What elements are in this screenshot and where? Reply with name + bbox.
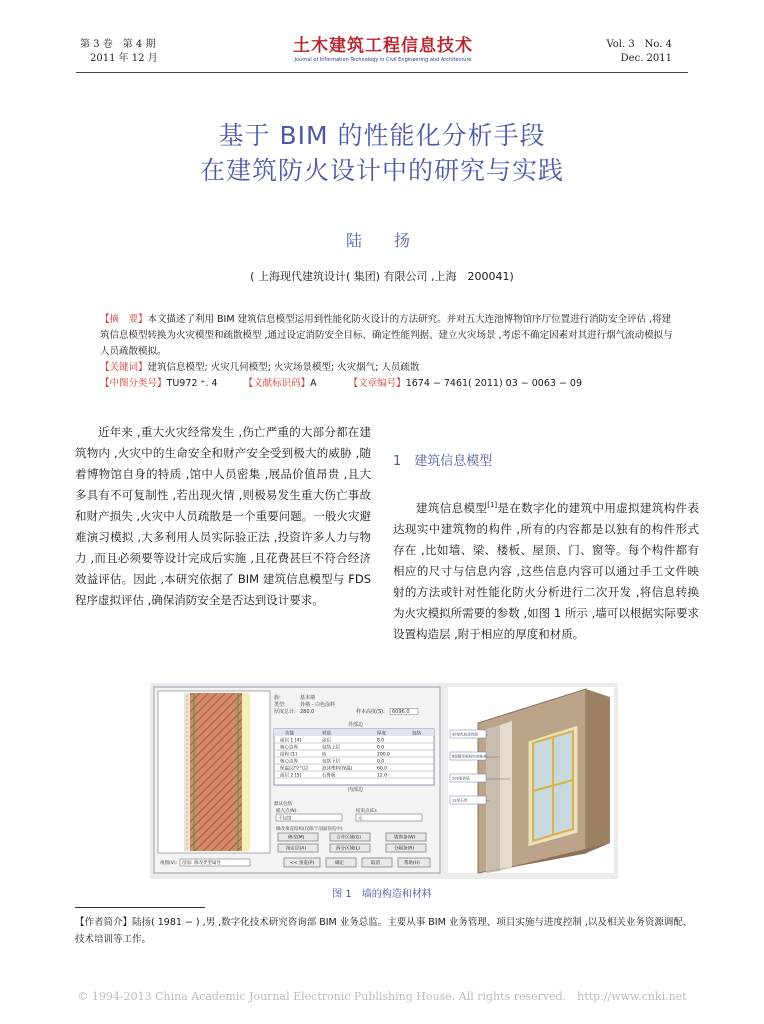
callout-3: 200厚砖墙: [452, 776, 470, 781]
end-select[interactable]: [356, 814, 422, 821]
view-label: 视图(V):: [160, 861, 178, 866]
sample-height-label: 样本高度(S):: [356, 709, 385, 715]
assign-layer-label: 指定层(A): [286, 846, 307, 852]
abstract-text: 本文描述了利用 BIM 建筑信息模型运用到性能化防火设计的方法研究。并对五大连池博物馆序厅位置进行消防安全评估 ,将建筑信息模型转换为火灾模型和疏散模型 ,通过设定消防安全目标、确定性能判据、建立火灾场景 ,考虑不确定因素对其进行烟气流动模拟与人员疏散模拟。: [100, 314, 673, 357]
modify-structure-title: 修改垂直结构(仅限于剖面预览中): [276, 827, 343, 832]
row-4-function: 核心边界: [280, 759, 298, 765]
article-title: [0, 118, 764, 188]
layer-strip-a: [486, 725, 500, 873]
layers-title: 外部边: [348, 722, 364, 728]
wall-sweep-label: 墙饰条(W): [394, 835, 416, 841]
article-number-value: 1674 − 7461( 2011) 03 − 0063 − 09: [405, 378, 583, 389]
journal-logo: [278, 36, 488, 64]
split-region-label: 拆分区域(L): [336, 846, 361, 852]
help-button-label: 帮助(H): [404, 861, 420, 866]
author-bio: [75, 914, 695, 948]
keywords: [100, 360, 680, 376]
end-value: 无: [358, 816, 363, 822]
view-value: 剖面: 修改类型属性: [182, 861, 221, 866]
col-thickness: 厚度: [377, 731, 386, 737]
figure-1-caption: 图 1 墙的构造和材料: [332, 889, 432, 900]
doc-code-label: 【文献标识码】: [243, 378, 311, 389]
section-1-heading: 1 建筑信息模型: [393, 454, 493, 469]
row-3-thickness: 200.0: [377, 752, 390, 758]
insert-label: 插入点(N):: [276, 809, 298, 814]
title-line-2: 在建筑防火设计中的研究与实践: [199, 156, 564, 185]
volume-issue-cn: 第 3 卷 第 4 期: [80, 39, 156, 50]
row-4-thickness: 0.0: [377, 759, 385, 765]
figure-1-graphic: [150, 683, 618, 879]
default-wrap-label: 默认包络: [274, 802, 292, 807]
row-2-thickness: 0.0: [377, 745, 385, 751]
journal-name-cn: 土木建筑工程信息技术: [293, 36, 473, 56]
insert-value: 不包络: [278, 816, 292, 822]
clc-label: 【中图分类号】: [100, 378, 167, 389]
row-2-material: 包络上层: [322, 745, 340, 751]
wall-side: [586, 689, 610, 853]
inner-side-label: 内部边: [348, 787, 364, 793]
section-1-text-a: 建筑信息模型: [416, 500, 488, 515]
keywords-label: 【关键词】: [100, 362, 148, 373]
volume-issue-en: Vol. 3 No. 4: [606, 39, 672, 50]
row-4-material: 包络下层: [322, 759, 340, 765]
preview-button-label: << 预览(P): [290, 861, 315, 866]
row-6-material: 石膏板: [322, 773, 336, 779]
row-5-thickness: 60.0: [377, 766, 388, 772]
cnki-copyright-watermark: © 1994-2013 China Academic Journal Electronic Publishing House. All rights reserved. http://www.cnki.net: [77, 990, 687, 1003]
classification-line: [100, 376, 680, 392]
layer-strip-b: [500, 721, 512, 871]
insulation-layer: [242, 693, 250, 851]
col-function: 功能: [285, 731, 294, 737]
intro-paragraph: 近年来 ,重大火灾经常发生 ,伤亡严重的大部分都在建筑物内 ,火灾中的生命安全和财产安全受到极大的威胁 ,随着博物馆自身的特质 ,馆中人员密集 ,展品价值昂贵 ,且大多具有不可复制性 ,若出现火情 ,则极易发生重大伤亡事故和财产损失 ,火灾中人员疏散是一个重要问题。一般火灾避难演习模拟 ,大多利用人员实际验正法 ,投资许多人力与物力 ,而且必须要等设计完成后实施 ,且花费甚巨不符合经济效益评估。因此 ,本研究依据了 BIM 建筑信息模型与 FDS 程序虚拟评估 ,确保消防安全是否达到设计要求。: [75, 425, 371, 607]
author-bio-label: 【作者简介】: [75, 917, 133, 928]
abstract: [100, 312, 680, 360]
family-value: 基本墙: [300, 695, 316, 701]
type-value: 外墙 - 白色涂料: [300, 702, 335, 708]
sample-height-value: 6096.0: [392, 709, 410, 715]
row-5-material: 泡沫塑料(保温): [322, 766, 353, 772]
callout-4: 12厚石膏: [452, 798, 468, 803]
ok-button-label: 确定: [335, 861, 344, 866]
author-name: 陆 扬: [345, 231, 418, 250]
row-1-material: 涂层: [322, 738, 331, 744]
family-label: 族:: [274, 695, 281, 701]
journal-name-en: Journal of Information Technology in Civil Engineering and Architecture: [294, 57, 472, 63]
abstract-block: [100, 312, 680, 392]
author-bio-text: 陆扬( 1981 − ) ,男 ,数字化技术研究咨询部 BIM 业务总监。主要从事 BIM 业务管理、项目实施与进度控制 ,以及相关业务资源调配、技术培训等工作。: [75, 917, 693, 945]
doc-code-value: A: [310, 378, 317, 389]
type-label: 类型:: [274, 702, 286, 708]
figure-1: [150, 683, 618, 879]
row-1-thickness: 8.0: [377, 738, 385, 744]
col-material: 材质: [322, 731, 331, 737]
merge-region-label: 合并区域(G): [336, 835, 361, 841]
callout-1: 30厚乳胶漆饰面: [452, 732, 479, 737]
footnote-rule: [75, 907, 205, 908]
row-6-thickness: 12.0: [377, 773, 388, 779]
modify-button-label: 修改(M): [288, 835, 305, 841]
row-3-function: 结构 [1]: [280, 752, 297, 758]
article-number-label: 【文章编号】: [348, 378, 406, 389]
abstract-label: 【摘 要】: [100, 314, 148, 325]
clc-value: TU972 ⁺. 4: [166, 378, 218, 389]
section-1-text-b: 是在数字化的建筑中用虚拟建筑构件表达现实中建筑物的构件 ,所有的内容都是以独有的构件形式存在 ,比如墙、梁、楼板、屋顶、门、窗等。每个构件都有相应的尺寸与信息内容 ,这些信息内容可以通过手工文件映射的方法或针对性能化防火分析进行二次开发 ,将信息转换为火灾模拟所需要的参数 ,如图 1 所示 ,墙可以根据实际要求设置构造层 ,附于相应的厚度和材质。: [393, 500, 700, 641]
title-line-1: 基于 BIM 的性能化分析手段: [218, 121, 546, 150]
thickness-label: 厚度总计:: [274, 709, 296, 715]
keywords-text: 建筑信息模型; 火灾几何模型; 火灾场景模型; 火灾烟气; 人员疏散: [147, 362, 420, 373]
col-wrap: 包络: [412, 731, 421, 737]
row-5-function: 保温层/空气层: [280, 766, 309, 772]
header-rule: [76, 72, 688, 73]
header-left: [80, 38, 158, 66]
finish-layer: [184, 693, 190, 851]
section-1-paragraph: [393, 495, 699, 645]
thickness-value: 280.0: [300, 709, 315, 715]
end-label: 结束点(E):: [356, 809, 378, 814]
affiliation: ( 上海现代建筑设计( 集团) 有限公司 ,上海 200041): [250, 270, 514, 283]
date-cn: 2011 年 12 月: [90, 53, 158, 64]
date-en: Dec. 2011: [620, 53, 672, 64]
header-right: [606, 38, 672, 66]
reveal-label: 分隔条(R): [394, 846, 415, 852]
row-2-function: 核心边界: [280, 745, 298, 751]
row-3-material: 砖: [322, 752, 327, 758]
citation-ref: [1]: [487, 501, 498, 509]
cancel-button-label: 取消: [371, 861, 380, 866]
row-1-function: 面层 1 [4]: [280, 738, 302, 744]
row-6-function: 面层 2 [5]: [280, 773, 302, 779]
brick-layer: [190, 693, 242, 851]
callout-2: 8厚聚苯板粘结剂抹灰: [452, 754, 487, 759]
